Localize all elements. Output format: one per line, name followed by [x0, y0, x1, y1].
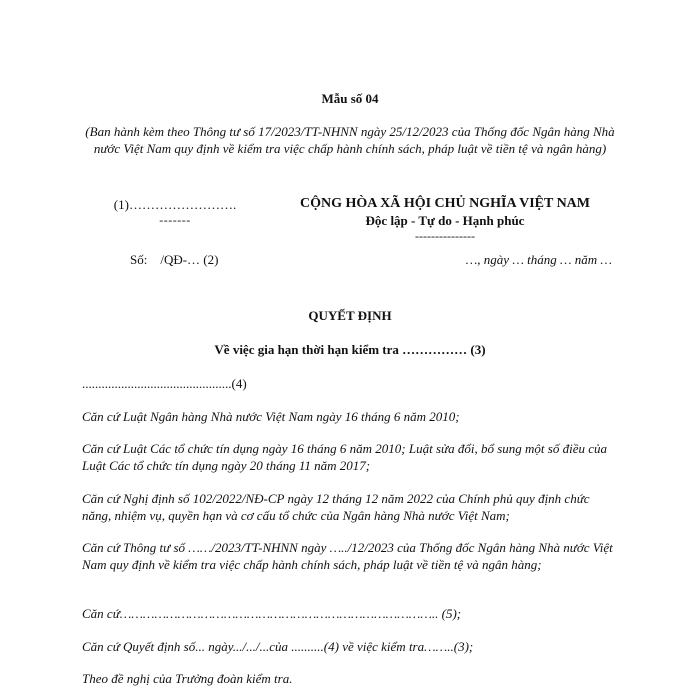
national-title: CỘNG HÒA XÃ HỘI CHỦ NGHĨA VIỆT NAM: [299, 196, 590, 211]
legal-basis-3: Căn cứ Nghị định số 102/2022/NĐ-CP ngày 12 tháng 12 năm 2022 của Chính phủ quy định chức năng, nhiệm vụ, quyền hạn và cơ cấu tổ chức của Ngân hàng Nhà nước Việt Nam;: [82, 491, 590, 523]
legal-basis-4: Căn cứ Thông tư số ……/2023/TT-NHNN ngày …../12/2023 của Thống đốc Ngân hàng Nhà nước Việt Nam quy định về kiểm tra việc chấp hành chính sách, pháp luật về tiền tệ và ngân hàng;: [82, 540, 613, 572]
issuing-organization-line: (1)…………………….: [113, 197, 237, 212]
legal-basis-1: Căn cứ Luật Ngân hàng Nhà nước Việt Nam ngày 16 tháng 6 năm 2010;: [82, 409, 460, 424]
decision-title: QUYẾT ĐỊNH: [308, 308, 392, 323]
proposal-line: Theo đề nghị của Trưởng đoàn kiểm tra.: [82, 671, 293, 686]
place-and-date: …, ngày … tháng … năm …: [465, 252, 612, 267]
motto-divider: ---------------: [415, 229, 475, 243]
document-number: Số: /QĐ-… (2): [130, 252, 219, 267]
issued-note: (Ban hành kèm theo Thông tư số 17/2023/TT-NHNN ngày 25/12/2023 của Thống đốc Ngân hàng Nhà nước Việt Nam quy định về kiểm tra việc chấp hành chính sách, pháp luật về tiền tệ và ngân hàng): [85, 124, 615, 156]
national-motto: Độc lập - Tự do - Hạnh phúc: [365, 213, 525, 228]
issuing-authority-line: ..............................................(4): [82, 376, 247, 391]
organization-divider: -------: [159, 213, 191, 227]
legal-basis-2: Căn cứ Luật Các tổ chức tín dụng ngày 16 tháng 6 năm 2010; Luật sửa đổi, bổ sung một số điều của Luật Các tổ chức tín dụng ngày 20 tháng 11 năm 2017;: [82, 441, 608, 473]
decision-subject: Về việc gia hạn thời hạn kiểm tra …………… (3): [214, 342, 486, 357]
legal-basis-5: Căn cứ……………………………………………………………………….. (5);: [82, 606, 462, 621]
form-number: Mẫu số 04: [321, 91, 379, 106]
legal-basis-6: Căn cứ Quyết định số... ngày.../.../...của ..........(4) về việc kiểm tra……..(3);: [82, 639, 474, 654]
